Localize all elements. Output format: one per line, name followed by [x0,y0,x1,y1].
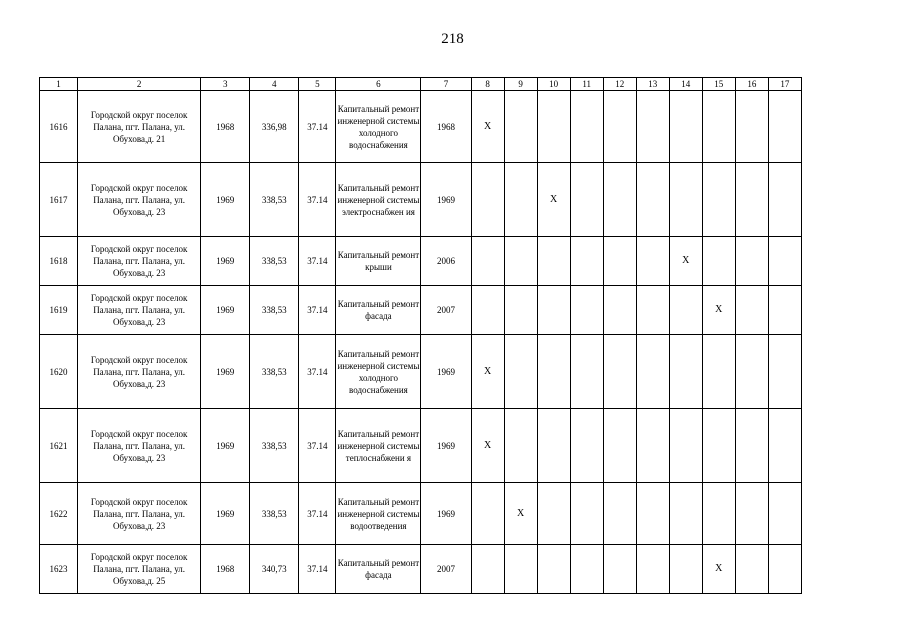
code-cell: 37.14 [299,91,336,163]
table-row [40,409,802,483]
mark-cell-col-16 [735,163,768,237]
mark-cell-col-16 [735,545,768,594]
mark-cell-col-11 [570,545,603,594]
mark-cell-col-15 [702,409,735,483]
year-cell: 1969 [421,483,471,545]
work-type-cell: Капитальный ремонт фасада [336,545,421,594]
mark-cell-col-9 [504,286,537,335]
column-number-10: 10 [537,78,570,91]
year-built-cell: 1969 [201,163,250,237]
work-type-cell: Капитальный ремонт инженерной системы водоотведения [336,483,421,545]
address-cell: Городской округ поселок Палана, пгт. Палана, ул. Обухова,д. 23 [78,483,201,545]
mark-cell-col-9 [504,91,537,163]
mark-cell-col-15 [702,237,735,286]
mark-cell-col-12 [603,483,636,545]
area-cell: 336,98 [250,91,299,163]
column-number-row [40,78,802,91]
mark-cell-col-17 [768,91,801,163]
year-built-cell: 1969 [201,237,250,286]
address-cell: Городской округ поселок Палана, пгт. Палана, ул. Обухова,д. 23 [78,237,201,286]
mark-cell-col-10 [537,237,570,286]
address-cell: Городской округ поселок Палана, пгт. Палана, ул. Обухова,д. 23 [78,163,201,237]
mark-cell-col-14 [669,335,702,409]
mark-cell-col-16 [735,91,768,163]
mark-cell-col-10 [537,335,570,409]
mark-cell-col-15 [702,335,735,409]
year-cell: 1968 [421,91,471,163]
column-number-5: 5 [299,78,336,91]
code-cell: 37.14 [299,335,336,409]
year-cell: 2006 [421,237,471,286]
code-cell: 37.14 [299,286,336,335]
row-number-cell: 1620 [40,335,78,409]
column-number-6: 6 [336,78,421,91]
work-type-cell: Капитальный ремонт инженерной системы теплоснабжени я [336,409,421,483]
mark-cell-col-17 [768,335,801,409]
mark-cell-col-10 [537,409,570,483]
work-type-cell: Капитальный ремонт инженерной системы электроснабжен ия [336,163,421,237]
mark-cell-col-16 [735,237,768,286]
mark-cell-col-13 [636,335,669,409]
column-number-7: 7 [421,78,471,91]
mark-cell-col-15 [702,163,735,237]
column-number-4: 4 [250,78,299,91]
mark-cell-col-10: X [537,163,570,237]
year-built-cell: 1968 [201,91,250,163]
mark-cell-col-14 [669,163,702,237]
mark-cell-col-8 [471,163,504,237]
mark-cell-col-17 [768,545,801,594]
mark-cell-col-12 [603,409,636,483]
area-cell: 340,73 [250,545,299,594]
year-cell: 2007 [421,286,471,335]
work-type-cell: Капитальный ремонт крыши [336,237,421,286]
mark-cell-col-11 [570,286,603,335]
mark-cell-col-13 [636,483,669,545]
table-row [40,286,802,335]
mark-cell-col-11 [570,409,603,483]
year-cell: 2007 [421,545,471,594]
year-built-cell: 1969 [201,286,250,335]
row-number-cell: 1623 [40,545,78,594]
mark-cell-col-14 [669,483,702,545]
code-cell: 37.14 [299,545,336,594]
mark-cell-col-13 [636,409,669,483]
mark-cell-col-16 [735,483,768,545]
mark-cell-col-13 [636,237,669,286]
mark-cell-col-14 [669,91,702,163]
mark-cell-col-8 [471,483,504,545]
table-row [40,335,802,409]
mark-cell-col-12 [603,91,636,163]
mark-cell-col-17 [768,237,801,286]
mark-cell-col-17 [768,409,801,483]
row-number-cell: 1619 [40,286,78,335]
year-built-cell: 1969 [201,335,250,409]
year-cell: 1969 [421,335,471,409]
table-row [40,483,802,545]
column-number-13: 13 [636,78,669,91]
mark-cell-col-16 [735,335,768,409]
area-cell: 338,53 [250,335,299,409]
mark-cell-col-10 [537,483,570,545]
mark-cell-col-15 [702,483,735,545]
mark-cell-col-12 [603,237,636,286]
column-number-8: 8 [471,78,504,91]
year-built-cell: 1968 [201,545,250,594]
mark-cell-col-10 [537,545,570,594]
mark-cell-col-9 [504,545,537,594]
column-number-9: 9 [504,78,537,91]
mark-cell-col-11 [570,483,603,545]
work-type-cell: Капитальный ремонт инженерной системы холодного водоснабжения [336,335,421,409]
mark-cell-col-9 [504,409,537,483]
area-cell: 338,53 [250,483,299,545]
mark-cell-col-10 [537,91,570,163]
mark-cell-col-14 [669,409,702,483]
mark-cell-col-12 [603,163,636,237]
mark-cell-col-8 [471,545,504,594]
column-number-2: 2 [78,78,201,91]
area-cell: 338,53 [250,409,299,483]
mark-cell-col-14 [669,286,702,335]
mark-cell-col-10 [537,286,570,335]
registry-table [39,77,802,594]
address-cell: Городской округ поселок Палана, пгт. Палана, ул. Обухова,д. 23 [78,335,201,409]
mark-cell-col-8 [471,286,504,335]
mark-cell-col-11 [570,91,603,163]
mark-cell-col-9 [504,335,537,409]
column-number-11: 11 [570,78,603,91]
year-cell: 1969 [421,163,471,237]
address-cell: Городской округ поселок Палана, пгт. Палана, ул. Обухова,д. 25 [78,545,201,594]
area-cell: 338,53 [250,163,299,237]
year-cell: 1969 [421,409,471,483]
mark-cell-col-17 [768,483,801,545]
mark-cell-col-9 [504,237,537,286]
year-built-cell: 1969 [201,483,250,545]
mark-cell-col-11 [570,335,603,409]
work-type-cell: Капитальный ремонт инженерной системы холодного водоснабжения [336,91,421,163]
mark-cell-col-15: X [702,545,735,594]
address-cell: Городской округ поселок Палана, пгт. Палана, ул. Обухова,д. 23 [78,409,201,483]
mark-cell-col-12 [603,286,636,335]
mark-cell-col-8: X [471,335,504,409]
code-cell: 37.14 [299,483,336,545]
code-cell: 37.14 [299,163,336,237]
row-number-cell: 1621 [40,409,78,483]
table-row [40,91,802,163]
address-cell: Городской округ поселок Палана, пгт. Палана, ул. Обухова,д. 23 [78,286,201,335]
mark-cell-col-9: X [504,483,537,545]
mark-cell-col-14: X [669,237,702,286]
area-cell: 338,53 [250,286,299,335]
mark-cell-col-15 [702,91,735,163]
mark-cell-col-13 [636,91,669,163]
code-cell: 37.14 [299,237,336,286]
mark-cell-col-14 [669,545,702,594]
year-built-cell: 1969 [201,409,250,483]
row-number-cell: 1617 [40,163,78,237]
column-number-16: 16 [735,78,768,91]
mark-cell-col-16 [735,409,768,483]
area-cell: 338,53 [250,237,299,286]
code-cell: 37.14 [299,409,336,483]
mark-cell-col-11 [570,237,603,286]
column-number-3: 3 [201,78,250,91]
mark-cell-col-17 [768,286,801,335]
row-number-cell: 1618 [40,237,78,286]
address-cell: Городской округ поселок Палана, пгт. Палана, ул. Обухова,д. 21 [78,91,201,163]
mark-cell-col-17 [768,163,801,237]
table-row [40,545,802,594]
column-number-17: 17 [768,78,801,91]
mark-cell-col-15: X [702,286,735,335]
table-row [40,237,802,286]
mark-cell-col-13 [636,545,669,594]
mark-cell-col-12 [603,335,636,409]
mark-cell-col-8: X [471,409,504,483]
mark-cell-col-8: X [471,91,504,163]
mark-cell-col-13 [636,163,669,237]
column-number-15: 15 [702,78,735,91]
page-number: 218 [441,31,464,47]
column-number-12: 12 [603,78,636,91]
mark-cell-col-13 [636,286,669,335]
row-number-cell: 1616 [40,91,78,163]
mark-cell-col-8 [471,237,504,286]
column-number-14: 14 [669,78,702,91]
column-number-1: 1 [40,78,78,91]
work-type-cell: Капитальный ремонт фасада [336,286,421,335]
table-body [40,91,802,594]
mark-cell-col-9 [504,163,537,237]
mark-cell-col-11 [570,163,603,237]
row-number-cell: 1622 [40,483,78,545]
mark-cell-col-16 [735,286,768,335]
table-row [40,163,802,237]
mark-cell-col-12 [603,545,636,594]
